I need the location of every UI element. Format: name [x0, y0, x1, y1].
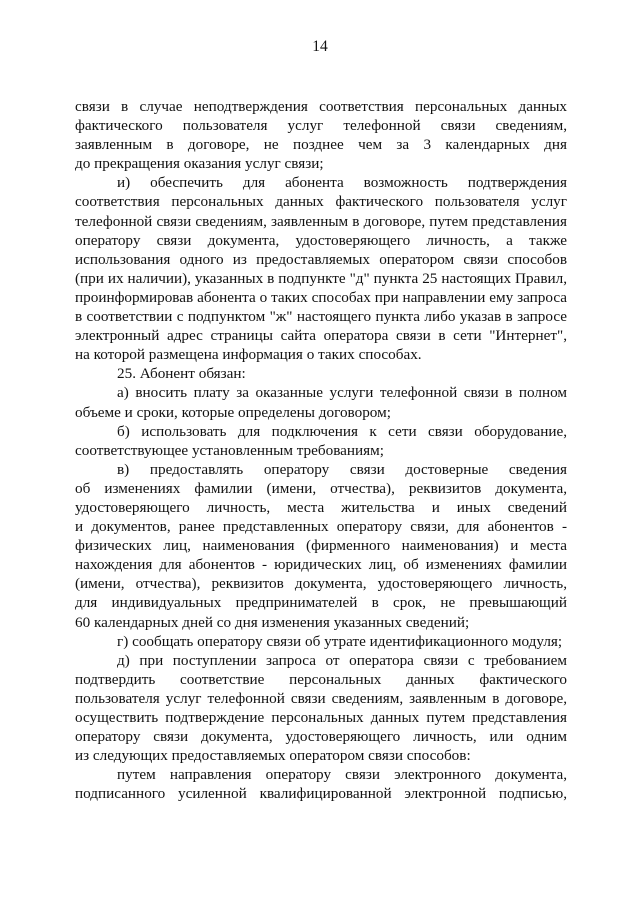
text-line: и документов, ранее представленных оператору связи, для абонентов - [75, 518, 567, 536]
text-line: оператору связи документа, удостоверяющего личность, а также [75, 231, 567, 249]
text-line: пользователя услуг телефонной связи сведениям, заявленным в договоре, [75, 689, 567, 707]
text-line: (при их наличии), указанных в подпункте "д" пункта 25 настоящих Правил, [75, 269, 567, 287]
text-line: проинформировав абонента о таких способах при направлении ему запроса [75, 288, 567, 306]
text-line: оператору связи документа, удостоверяющего личность, или одним [75, 728, 567, 746]
text-line: об изменениях фамилии (имени, отчества), реквизитов документа, [75, 479, 567, 497]
text-line: физических лиц, наименования (фирменного наименования) и места [75, 537, 567, 555]
text-line: 60 календарных дней со дня изменения указанных сведений; [75, 613, 470, 631]
text-line: (имени, отчества), реквизитов документа, удостоверяющего личность, [75, 575, 567, 593]
text-line: объеме и сроки, которые определены договором; [75, 403, 391, 421]
text-line: заявленным в договоре, не позднее чем за 3 календарных дня [75, 136, 567, 154]
text-line: осуществить подтверждение персональных данных путем представления [75, 709, 567, 726]
text-line: подтвердить соответствие персональных данных фактического [75, 670, 567, 688]
text-line: соответствующее установленным требованиям; [75, 441, 384, 459]
document-body [75, 97, 567, 803]
text-line: соответствия персональных данных фактического пользователя услуг [75, 193, 567, 211]
text-line: путем направления оператору связи электронного документа, [117, 766, 567, 784]
text-line: и) обеспечить для абонента возможность подтверждения [117, 174, 567, 192]
page-number: 14 [312, 38, 328, 55]
text-line: использования одного из предоставляемых оператором связи способов [75, 250, 567, 268]
text-line: в) предоставлять оператору связи достоверные сведения [117, 460, 567, 478]
text-line: из следующих предоставляемых оператором связи способов: [75, 747, 471, 765]
text-line: нахождения для абонентов - юридических лиц, об изменениях фамилии [75, 556, 567, 574]
text-line: д) при поступлении запроса от оператора связи с требованием [117, 651, 567, 669]
text-line: б) использовать для подключения к сети связи оборудование, [117, 422, 567, 440]
text-line: для индивидуальных предпринимателей в срок, не превышающий [75, 594, 567, 612]
text-line: на которой размещена информация о таких способах. [75, 346, 422, 364]
text-line: а) вносить плату за оказанные услуги телефонной связи в полном [117, 384, 567, 402]
text-line: фактического пользователя услуг телефонной связи сведениям, [75, 117, 567, 135]
text-line: удостоверяющего личность, места жительства и иных сведений [75, 498, 567, 516]
text-line: до прекращения оказания услуг связи; [75, 155, 324, 173]
text-line: подписанного усиленной квалифицированной электронной подписью, [75, 785, 567, 803]
text-line: телефонной связи сведениям, заявленным в договоре, путем представления [75, 212, 567, 230]
text-line: в соответствии с подпунктом "ж" настоящего пункта либо указав в запросе [75, 308, 567, 326]
text-line: г) сообщать оператору связи об утрате идентификационного модуля; [117, 632, 563, 650]
text-line: связи в случае неподтверждения соответствия персональных данных [75, 98, 567, 115]
text-line: 25. Абонент обязан: [117, 365, 246, 383]
text-line: электронный адрес страницы сайта оператора связи в сети "Интернет", [75, 327, 567, 345]
